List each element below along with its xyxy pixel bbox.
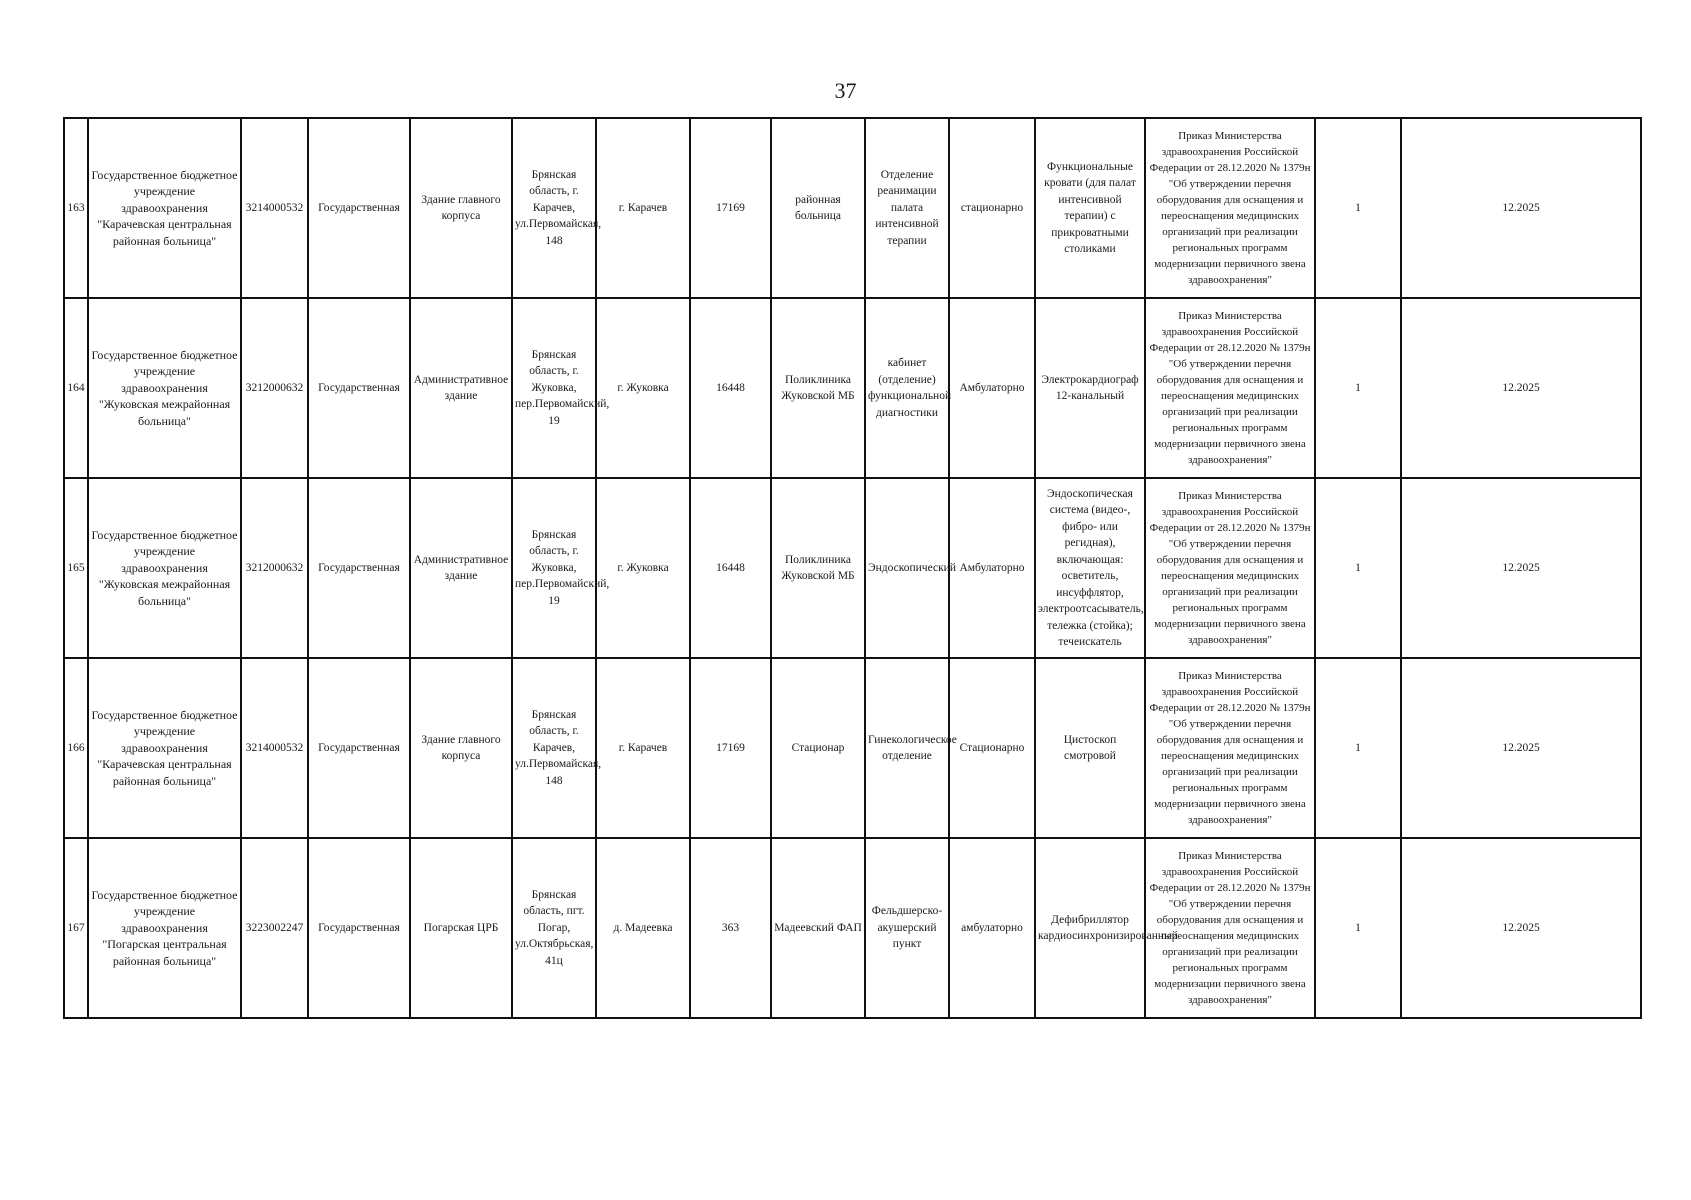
- subdivision: Поликлиника Жуковской МБ: [771, 298, 865, 478]
- equipment-name: Цистоскоп смотровой: [1035, 658, 1145, 838]
- delivery-date: 12.2025: [1401, 118, 1641, 298]
- settlement: г. Карачев: [596, 118, 690, 298]
- institution-code: 3214000532: [241, 118, 308, 298]
- regulatory-order: Приказ Министерства здравоохранения Российской Федерации от 28.12.2020 № 1379н "Об утверждении перечня оборудования для оснащения и переоснащения медицинских организаций при реализации региональных программ модернизации первичного звена здравоохранения": [1145, 658, 1315, 838]
- institution-name: Государственное бюджетное учреждение здравоохранения "Карачевская центральная районная больница": [88, 658, 241, 838]
- care-type: Стационарно: [949, 658, 1035, 838]
- ownership-form: Государственная: [308, 658, 410, 838]
- row-number: 166: [64, 658, 88, 838]
- table-row: [64, 298, 1641, 478]
- regulatory-order: Приказ Министерства здравоохранения Российской Федерации от 28.12.2020 № 1379н "Об утверждении перечня оборудования для оснащения и переоснащения медицинских организаций при реализации региональных программ модернизации первичного звена здравоохранения": [1145, 838, 1315, 1018]
- address: Брянская область, г. Жуковка, пер.Первомайский, 19: [512, 478, 596, 658]
- building-name: Здание главного корпуса: [410, 118, 512, 298]
- settlement: д. Мадеевка: [596, 838, 690, 1018]
- institution-code: 3214000532: [241, 658, 308, 838]
- subdivision: Стационар: [771, 658, 865, 838]
- population: 17169: [690, 118, 771, 298]
- ownership-form: Государственная: [308, 838, 410, 1018]
- institution-code: 3212000632: [241, 478, 308, 658]
- building-name: Погарская ЦРБ: [410, 838, 512, 1018]
- delivery-date: 12.2025: [1401, 478, 1641, 658]
- quantity: 1: [1315, 658, 1401, 838]
- regulatory-order: Приказ Министерства здравоохранения Российской Федерации от 28.12.2020 № 1379н "Об утверждении перечня оборудования для оснащения и переоснащения медицинских организаций при реализации региональных программ модернизации первичного звена здравоохранения": [1145, 298, 1315, 478]
- quantity: 1: [1315, 298, 1401, 478]
- address: Брянская область, пгт. Погар, ул.Октябрьская, 41ц: [512, 838, 596, 1018]
- population: 16448: [690, 298, 771, 478]
- ownership-form: Государственная: [308, 118, 410, 298]
- ownership-form: Государственная: [308, 478, 410, 658]
- address: Брянская область, г. Жуковка, пер.Первомайский, 19: [512, 298, 596, 478]
- quantity: 1: [1315, 118, 1401, 298]
- building-name: Административное здание: [410, 298, 512, 478]
- table-row: [64, 118, 1641, 298]
- department: Эндоскопический: [865, 478, 949, 658]
- care-type: Амбулаторно: [949, 478, 1035, 658]
- care-type: стационарно: [949, 118, 1035, 298]
- department: Гинекологическое отделение: [865, 658, 949, 838]
- address: Брянская область, г. Карачев, ул.Первомайская, 148: [512, 658, 596, 838]
- institution-code: 3223002247: [241, 838, 308, 1018]
- table-row: [64, 478, 1641, 658]
- institution-name: Государственное бюджетное учреждение здравоохранения "Карачевская центральная районная больница": [88, 118, 241, 298]
- equipment-name: Дефибриллятор кардиосинхронизированный: [1035, 838, 1145, 1018]
- quantity: 1: [1315, 838, 1401, 1018]
- page-number: 37: [834, 78, 857, 103]
- equipment-name: Функциональные кровати (для палат интенсивной терапии) с прикроватными столиками: [1035, 118, 1145, 298]
- delivery-date: 12.2025: [1401, 658, 1641, 838]
- settlement: г. Жуковка: [596, 298, 690, 478]
- department: кабинет (отделение) функциональной диагностики: [865, 298, 949, 478]
- equipment-name: Электрокардиограф 12-канальный: [1035, 298, 1145, 478]
- address: Брянская область, г. Карачев, ул.Первомайская, 148: [512, 118, 596, 298]
- delivery-date: 12.2025: [1401, 838, 1641, 1018]
- table-row: [64, 658, 1641, 838]
- row-number: 164: [64, 298, 88, 478]
- institution-name: Государственное бюджетное учреждение здравоохранения "Жуковская межрайонная больница": [88, 298, 241, 478]
- department: Отделение реанимации палата интенсивной терапии: [865, 118, 949, 298]
- subdivision: Мадеевский ФАП: [771, 838, 865, 1018]
- ownership-form: Государственная: [308, 298, 410, 478]
- equipment-register-table: [63, 117, 1642, 1019]
- building-name: Здание главного корпуса: [410, 658, 512, 838]
- regulatory-order: Приказ Министерства здравоохранения Российской Федерации от 28.12.2020 № 1379н "Об утверждении перечня оборудования для оснащения и переоснащения медицинских организаций при реализации региональных программ модернизации первичного звена здравоохранения": [1145, 478, 1315, 658]
- table-body: [64, 118, 1641, 1018]
- subdivision: районная больница: [771, 118, 865, 298]
- quantity: 1: [1315, 478, 1401, 658]
- population: 16448: [690, 478, 771, 658]
- care-type: Амбулаторно: [949, 298, 1035, 478]
- regulatory-order: Приказ Министерства здравоохранения Российской Федерации от 28.12.2020 № 1379н "Об утверждении перечня оборудования для оснащения и переоснащения медицинских организаций при реализации региональных программ модернизации первичного звена здравоохранения": [1145, 118, 1315, 298]
- settlement: г. Жуковка: [596, 478, 690, 658]
- row-number: 163: [64, 118, 88, 298]
- institution-code: 3212000632: [241, 298, 308, 478]
- population: 17169: [690, 658, 771, 838]
- institution-name: Государственное бюджетное учреждение здравоохранения "Погарская центральная районная больница": [88, 838, 241, 1018]
- table-row: [64, 838, 1641, 1018]
- subdivision: Поликлиника Жуковской МБ: [771, 478, 865, 658]
- row-number: 165: [64, 478, 88, 658]
- department: Фельдшерско-акушерский пункт: [865, 838, 949, 1018]
- institution-name: Государственное бюджетное учреждение здравоохранения "Жуковская межрайонная больница": [88, 478, 241, 658]
- population: 363: [690, 838, 771, 1018]
- delivery-date: 12.2025: [1401, 298, 1641, 478]
- building-name: Административное здание: [410, 478, 512, 658]
- care-type: амбулаторно: [949, 838, 1035, 1018]
- equipment-name: Эндоскопическая система (видео-, фибро- или регидная), включающая: осветитель, инсуффлятор, электроотсасыватель, тележка (стойка); течеискатель: [1035, 478, 1145, 658]
- row-number: 167: [64, 838, 88, 1018]
- settlement: г. Карачев: [596, 658, 690, 838]
